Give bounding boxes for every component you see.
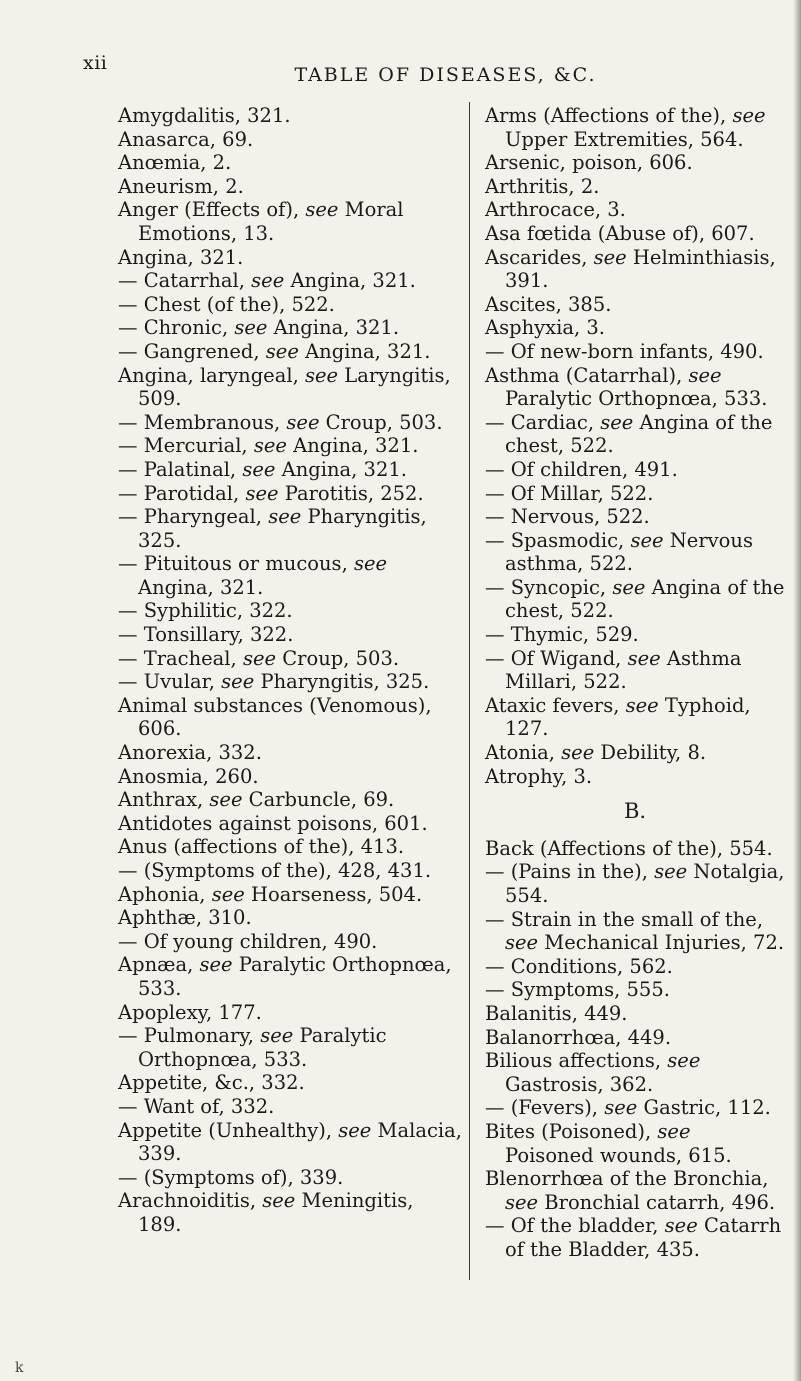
index-entry: — Chronic, see Angina, 321.: [118, 316, 400, 340]
index-entry: — Membranous, see Croup, 503.: [118, 410, 443, 434]
index-entry: Atonia, see Debility, 8.: [485, 741, 707, 765]
index-entry: — Uvular, see Pharyngitis, 325.: [118, 670, 430, 694]
index-entry: — Gangrened, see Angina, 321.: [118, 339, 431, 363]
index-entry: Angina, 321.: [118, 245, 244, 269]
index-entry: — Strain in the small of the, see Mechanical Injuries, 72.: [485, 907, 785, 955]
index-entry: Ataxic fevers, see Typhoid, 127.: [485, 693, 751, 741]
index-entry: — Tracheal, see Croup, 503.: [118, 646, 400, 670]
index-entry: — Pulmonary, see Paralytic Orthopnœa, 533.: [118, 1024, 387, 1071]
index-entry: — (Symptoms of the), 428, 431.: [118, 859, 432, 882]
index-entry: Arsenic, poison, 606.: [485, 151, 693, 175]
index-entry: Balanitis, 449.: [485, 1001, 628, 1025]
index-entry: — Parotidal, see Parotitis, 252.: [118, 481, 424, 505]
index-entry: Arachnoiditis, see Meningitis, 189.: [118, 1189, 414, 1236]
index-entry: Anthrax, see Carbuncle, 69.: [118, 788, 395, 812]
index-entry: — Want of, 332.: [118, 1094, 275, 1118]
index-entry: Anosmia, 260.: [118, 764, 259, 788]
index-entry: — Tonsillary, 322.: [118, 623, 294, 647]
index-entry: Asphyxia, 3.: [485, 316, 606, 340]
index-entry: — Of Wigand, see Asthma Millari, 522.: [485, 646, 742, 694]
index-entry: Arthritis, 2.: [485, 174, 600, 198]
index-entry: Anger (Effects of), see Moral Emotions, 13.: [118, 198, 404, 245]
index-entry: — Spasmodic, see Nervous asthma, 522.: [485, 528, 753, 576]
column-divider: [469, 102, 470, 1280]
index-entry: Anasarca, 69.: [118, 127, 254, 151]
index-entry: — Catarrhal, see Angina, 321.: [118, 269, 416, 293]
right-index-column: [485, 104, 785, 1262]
index-entry: — Symptoms, 555.: [485, 978, 670, 1002]
index-entry: — (Fevers), see Gastric, 112.: [485, 1096, 771, 1120]
index-entry: — Of young children, 490.: [118, 929, 378, 953]
index-entry: Angina, laryngeal, see Laryngitis, 509.: [118, 363, 451, 411]
running-title: TABLE OF DISEASES, &C.: [294, 64, 597, 86]
index-entry: Back (Affections of the), 554.: [485, 836, 773, 860]
index-entry: Bites (Poisoned), see Poisoned wounds, 615.: [485, 1119, 732, 1167]
index-entry: Arthrocace, 3.: [485, 198, 626, 222]
index-entry: Arms (Affections of the), see Upper Extremities, 564.: [485, 104, 766, 151]
index-entry: Ascites, 385.: [485, 292, 612, 316]
stray-mark: k: [15, 1360, 24, 1376]
index-entry: Appetite, &c., 332.: [118, 1071, 305, 1095]
index-entry: Appetite (Unhealthy), see Malacia, 339.: [118, 1118, 462, 1166]
index-entry: Balanorrhœa, 449.: [485, 1025, 672, 1049]
index-entry: Blenorrhœa of the Bronchia, see Bronchial catarrh, 496.: [485, 1167, 776, 1214]
index-entry: Anœmia, 2.: [118, 151, 232, 175]
index-entry: Asthma (Catarrhal), see Paralytic Orthopnœa, 533.: [485, 363, 768, 411]
index-entry: Aphthæ, 310.: [118, 906, 252, 930]
index-entry: — Syphilitic, 322.: [118, 599, 293, 623]
index-entry: — Pharyngeal, see Pharyngitis, 325.: [118, 505, 427, 552]
left-index-column: [118, 104, 463, 1237]
index-entry: Atrophy, 3.: [485, 764, 593, 788]
index-entry: Aphonia, see Hoarseness, 504.: [118, 882, 423, 906]
right-index-group-b: [485, 837, 785, 1262]
index-entry: — Conditions, 562.: [485, 954, 673, 978]
page-number: xii: [83, 52, 108, 74]
index-entry: — Cardiac, see Angina of the chest, 522.: [485, 410, 773, 458]
index-entry: — Syncopic, see Angina of the chest, 522.: [485, 575, 785, 623]
index-entry: — Nervous, 522.: [485, 505, 650, 529]
index-entry: — (Pains in the), see Notalgia, 554.: [485, 860, 785, 907]
index-entry: Antidotes against poisons, 601.: [118, 811, 428, 835]
index-entry: Apoplexy, 177.: [118, 1000, 262, 1024]
index-entry: Animal substances (Venomous), 606.: [118, 693, 432, 741]
index-entry: — Mercurial, see Angina, 321.: [118, 434, 419, 458]
index-entry: Apnæa, see Paralytic Orthopnœa, 533.: [118, 953, 452, 1000]
index-entry: — Palatinal, see Angina, 321.: [118, 457, 407, 481]
page-edge-shadow: [793, 0, 801, 1381]
index-entry: Amygdalitis, 321.: [118, 104, 291, 127]
index-entry: Asa fœtida (Abuse of), 607.: [485, 221, 755, 245]
index-entry: Anorexia, 332.: [118, 741, 262, 765]
index-entry: — (Symptoms of), 339.: [118, 1165, 344, 1189]
index-entry: — Of Millar, 522.: [485, 481, 654, 505]
index-entry: — Pituitous or mucous, see Angina, 321.: [118, 552, 388, 599]
index-entry: — Of the bladder, see Catarrh of the Bladder, 435.: [485, 1214, 782, 1261]
index-entry: — Of children, 491.: [485, 457, 678, 481]
index-entry: Bilious affections, see Gastrosis, 362.: [485, 1049, 701, 1096]
section-letter-b: B.: [623, 799, 647, 824]
index-entry: — Chest (of the), 522.: [118, 292, 335, 316]
right-index-group-a: [485, 104, 785, 788]
index-entry: Ascarides, see Helminthiasis, 391.: [485, 245, 776, 293]
index-entry: — Thymic, 529.: [485, 623, 639, 647]
index-entry: — Of new-born infants, 490.: [485, 339, 764, 363]
index-entry: Aneurism, 2.: [118, 174, 244, 198]
index-entry: Anus (affections of the), 413.: [118, 835, 405, 859]
